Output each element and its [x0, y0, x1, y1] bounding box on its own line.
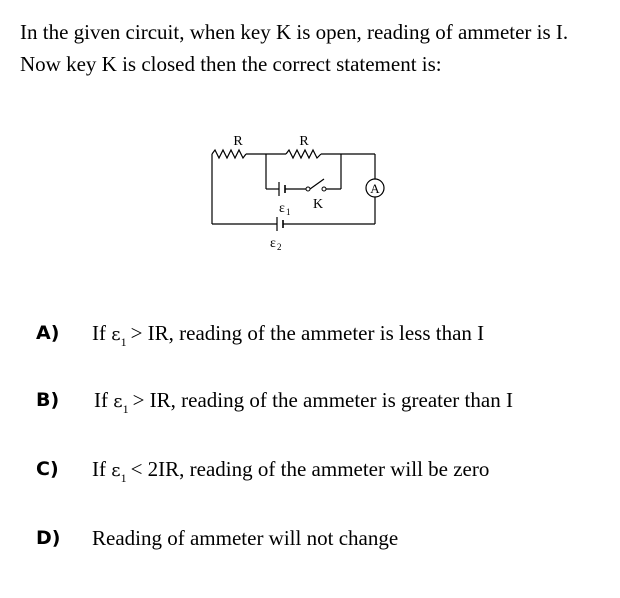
- resistor-right-label: R: [299, 134, 309, 149]
- question-text: In the given circuit, when key K is open, reading of ammeter is I. Now key K is closed then the correct statement is:: [20, 20, 569, 76]
- key-label: K: [312, 197, 324, 212]
- ammeter-label: A: [370, 181, 380, 196]
- option-d[interactable]: [36, 523, 398, 553]
- option-c-label: C): [36, 458, 59, 480]
- option-d-label: D): [36, 527, 61, 549]
- option-d-text: Reading of ammeter will not change: [92, 525, 399, 550]
- option-b-label: B): [36, 389, 60, 411]
- circuit-diagram: [200, 128, 400, 258]
- option-b-text: If $\varepsilon_1$ > IR, reading of the ammeter is greater than I: [94, 387, 513, 416]
- option-b[interactable]: [36, 385, 513, 415]
- resistor-right: [286, 150, 321, 158]
- option-a-text: If $\varepsilon_1$ > IR, reading of the ammeter is less than I: [92, 320, 485, 349]
- option-c[interactable]: [36, 454, 489, 484]
- key-switch: [310, 179, 324, 189]
- battery2-sub: 2: [277, 242, 282, 252]
- battery1-symbol: ε: [279, 201, 285, 216]
- resistor-left: [212, 150, 246, 158]
- option-a-label: A): [36, 322, 60, 344]
- battery1-sub: 1: [286, 207, 291, 217]
- resistor-left-label: R: [233, 134, 243, 149]
- option-a[interactable]: [36, 318, 484, 348]
- option-c-text: If $\varepsilon_1 < 2IR$, reading of the ammeter will be zero: [92, 456, 490, 485]
- battery2-symbol: ε: [270, 236, 276, 251]
